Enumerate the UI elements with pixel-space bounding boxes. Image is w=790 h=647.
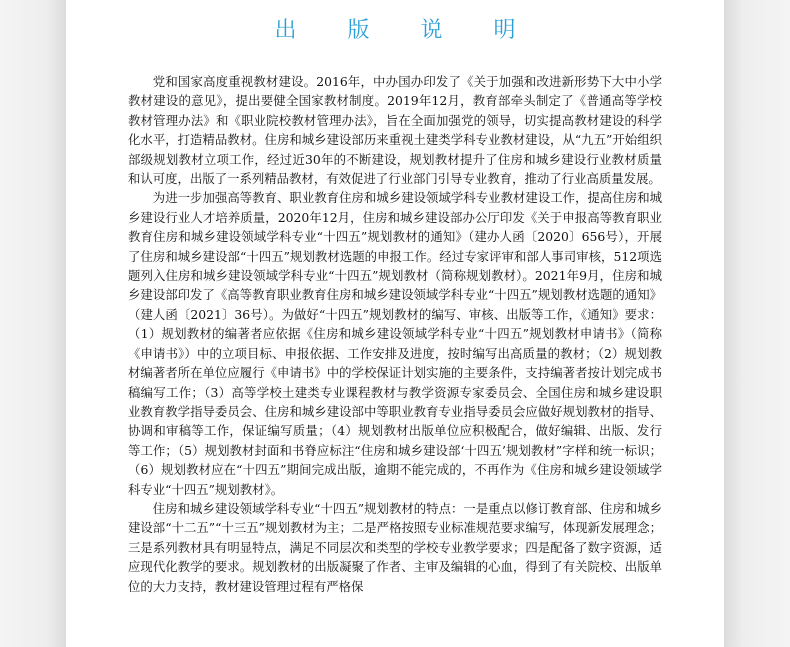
body-text xyxy=(128,72,662,596)
document-page xyxy=(66,0,724,647)
left-margin-shadow xyxy=(0,0,66,647)
paragraph-1: 党和国家高度重视教材建设。2016年，中办国办印发了《关于加强和改进新形势下大中小学教材建设的意见》，提出要健全国家教材制度。2019年12月，教育部牵头制定了《普通高等学校教材管理办法》和《职业院校教材管理办法》，旨在全面加强党的领导，切实提高教材建设的科学化水平，打造精品教材。住房和城乡建设部历来重视土建类学科专业教材建设，从“九五”开始组织部级规划教材立项工作，经过近30年的不断建设，规划教材提升了住房和城乡建设行业教材质量和认可度，出版了一系列精品教材，有效促进了行业部门引导专业教育，推动了行业高质量发展。 xyxy=(128,74,662,187)
page-title: 出 版 说 明 xyxy=(274,18,538,43)
paragraph-3: 住房和城乡建设领域学科专业“十四五”规划教材的特点：一是重点以修订教育部、住房和城乡建设部“十二五”“十三五”规划教材为主；二是严格按照专业标准规范要求编写，体现新发展理念；三是系列教材具有明显特点，满足不同层次和类型的学校专业教学要求；四是配备了数字资源，适应现代化教学的要求。规划教材的出版凝聚了作者、主审及编辑的心血，得到了有关院校、出版单位的大力支持，教材建设管理过程有严格保 xyxy=(128,500,662,594)
right-margin-shadow xyxy=(724,0,790,647)
paragraph-2: 为进一步加强高等教育、职业教育住房和城乡建设领域学科专业教材建设工作，提高住房和城乡建设行业人才培养质量，2020年12月，住房和城乡建设部办公厅印发《关于申报高等教育职业教育住房和城乡建设领域学科专业“十四五”规划教材的通知》（建办人函〔2020〕656号），开展了住房和城乡建设部“十四五”规划教材选题的申报工作。经过专家评审和部人事司审核，512项选题列入住房和城乡建设领域学科专业“十四五”规划教材（简称规划教材）。2021年9月，住房和城乡建设部印发了《高等教育职业教育住房和城乡建设领域学科专业“十四五”规划教材选题的通知》（建人函〔2021〕36号）。为做好“十四五”规划教材的编写、审核、出版等工作，《通知》要求：（1）规划教材的编著者应依据《住房和城乡建设领域学科专业“十四五”规划教材申请书》（简称《申请书》）中的立项目标、申报依据、工作安排及进度，按时编写出高质量的教材；（2）规划教材编著者所在单位应履行《申请书》中的学校保证计划实施的主要条件，支持编著者按计划完成书稿编写工作；（3）高等学校土建类专业课程教材与教学资源专家委员会、全国住房和城乡建设职业教育教学指导委员会、住房和城乡建设部中等职业教育专业指导委员会应做好规划教材的指导、协调和审稿等工作，保证编写质量；（4）规划教材出版单位应积极配合，做好编辑、出版、发行等工作；（5）规划教材封面和书脊应标注“住房和城乡建设部‘十四五’规划教材”字样和统一标识；（6）规划教材应在“十四五”期间完成出版，逾期不能完成的，不再作为《住房和城乡建设领域学科专业“十四五”规划教材》。 xyxy=(128,190,662,497)
